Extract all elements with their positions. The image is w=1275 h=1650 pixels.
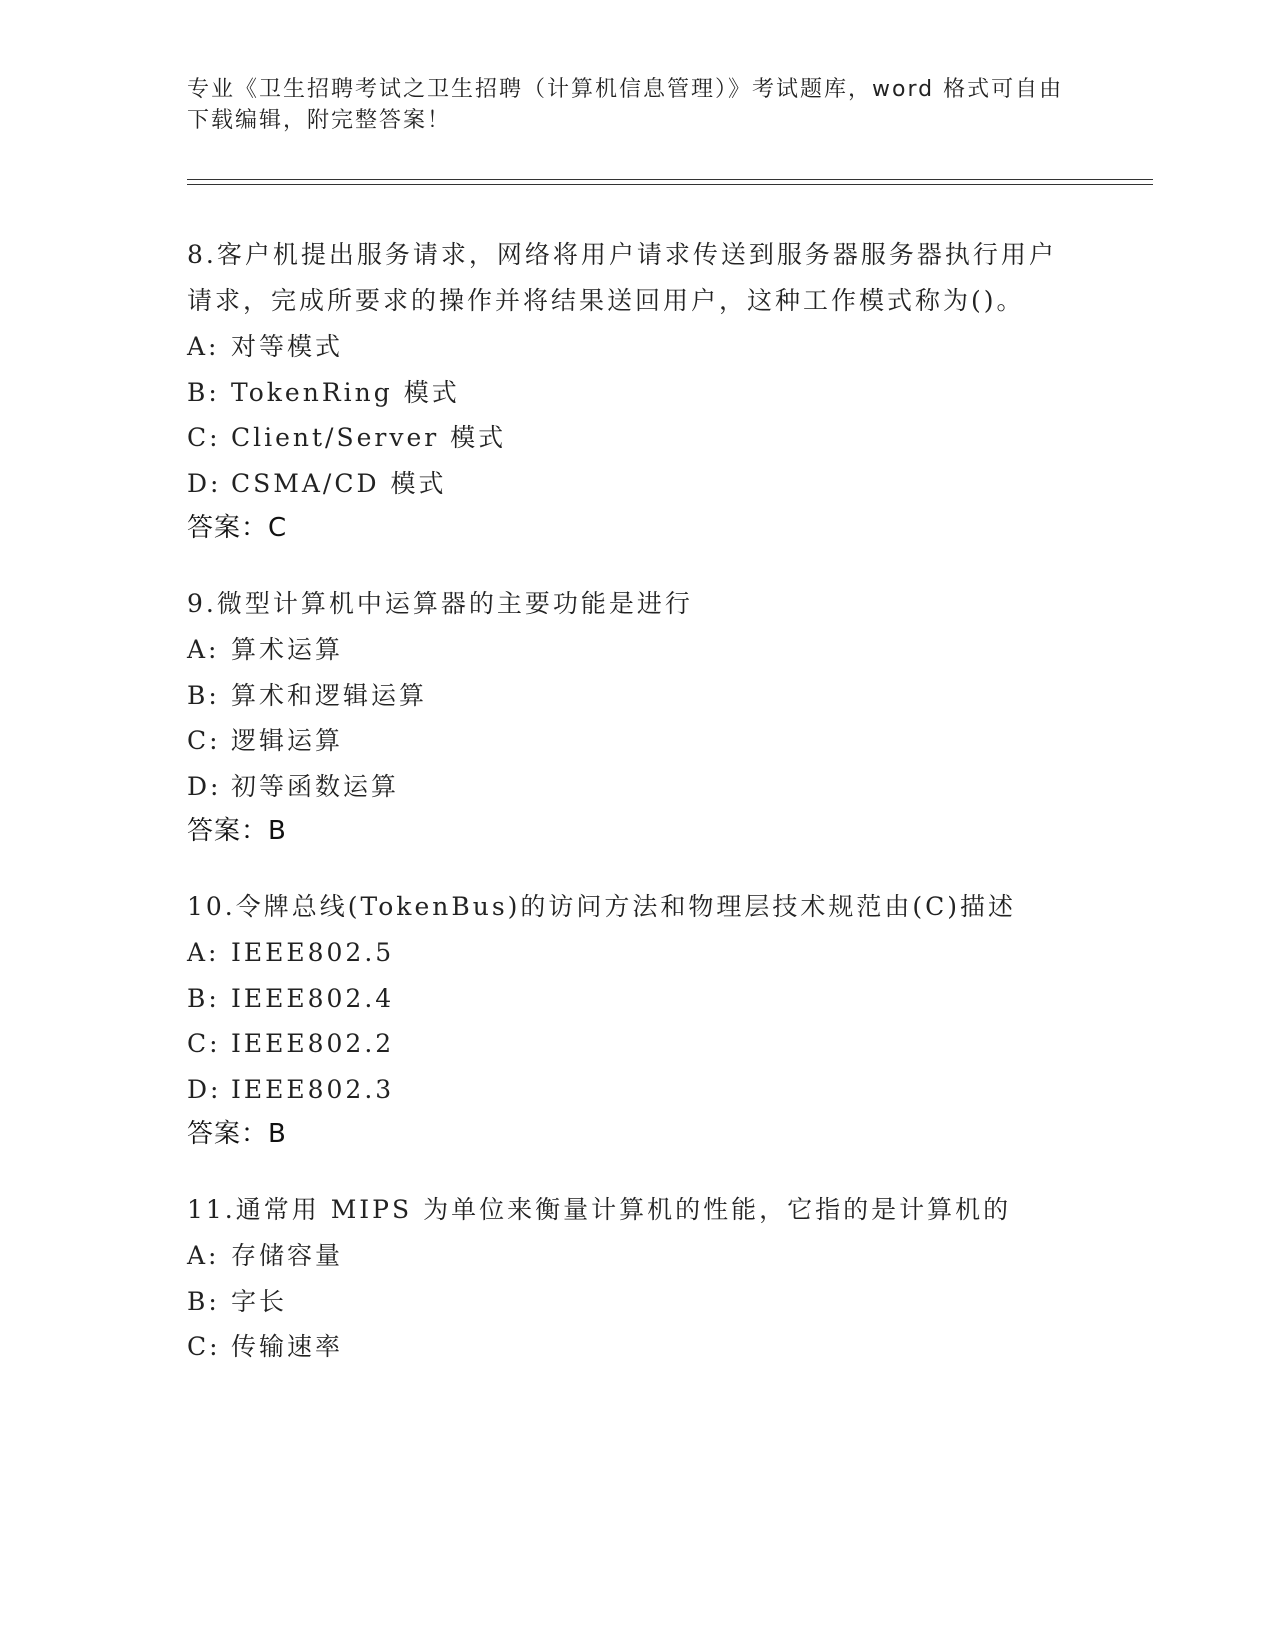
option-text: IEEE802.4 [231, 983, 395, 1013]
header-divider-bottom [187, 184, 1153, 185]
question-8 [187, 232, 1067, 551]
option-text: 字长 [231, 1286, 288, 1316]
option-a [187, 930, 1067, 976]
option-a [187, 627, 1067, 673]
option-c [187, 415, 1067, 461]
option-a [187, 324, 1067, 370]
question-10 [187, 884, 1067, 1157]
option-letter: A: [187, 938, 220, 967]
option-b [187, 370, 1067, 416]
option-b [187, 673, 1067, 719]
option-letter: D: [187, 1074, 222, 1104]
answer-line: 答案：B [187, 1119, 287, 1149]
option-letter: C: [187, 1332, 221, 1361]
option-letter: A: [187, 1241, 220, 1270]
option-letter: C: [187, 1029, 221, 1058]
option-text: 算术运算 [231, 635, 344, 664]
question-stem: 11.通常用 MIPS 为单位来衡量计算机的性能，它指的是计算机的 [187, 1195, 1012, 1224]
option-text: 传输速率 [231, 1332, 344, 1361]
question-list [187, 232, 1067, 1400]
question-stem: 10.令牌总线(TokenBus)的访问方法和物理层技术规范由(C)描述 [187, 892, 1017, 921]
question-9 [187, 581, 1067, 854]
option-letter: B: [187, 377, 220, 407]
option-b [187, 1279, 1067, 1325]
option-text: 初等函数运算 [231, 771, 400, 801]
option-a [187, 1233, 1067, 1279]
option-text: CSMA/CD 模式 [231, 468, 447, 498]
option-text: TokenRing 模式 [231, 377, 460, 407]
option-letter: A: [187, 332, 220, 361]
option-letter: C: [187, 423, 221, 452]
answer-line: 答案：B [187, 816, 287, 846]
option-c [187, 1324, 1067, 1370]
option-letter: D: [187, 771, 222, 801]
option-text: 对等模式 [231, 332, 344, 361]
question-11 [187, 1187, 1067, 1370]
document-header: 专业《卫生招聘考试之卫生招聘（计算机信息管理）》考试题库，word 格式可自由下载编辑，附完整答案！ [187, 77, 1064, 133]
option-text: Client/Server 模式 [231, 423, 507, 452]
option-letter: A: [187, 635, 220, 664]
option-text: 算术和逻辑运算 [231, 680, 428, 710]
header-divider-top [187, 179, 1153, 180]
option-d [187, 1067, 1067, 1113]
option-text: IEEE802.5 [231, 938, 395, 967]
option-c [187, 1021, 1067, 1067]
option-c [187, 718, 1067, 764]
option-letter: D: [187, 468, 222, 498]
question-stem: 8.客户机提出服务请求，网络将用户请求传送到服务器服务器执行用户请求，完成所要求的操作并将结果送回用户，这种工作模式称为()。 [187, 240, 1057, 315]
option-letter: B: [187, 983, 220, 1013]
option-b [187, 976, 1067, 1022]
option-text: IEEE802.3 [231, 1074, 395, 1104]
option-letter: B: [187, 1286, 220, 1316]
option-text: 逻辑运算 [231, 726, 344, 755]
option-d [187, 764, 1067, 810]
option-letter: C: [187, 726, 221, 755]
option-text: IEEE802.2 [231, 1029, 395, 1058]
question-stem: 9.微型计算机中运算器的主要功能是进行 [187, 589, 693, 618]
option-text: 存储容量 [231, 1241, 344, 1270]
option-d [187, 461, 1067, 507]
option-letter: B: [187, 680, 220, 710]
answer-line: 答案：C [187, 513, 288, 543]
